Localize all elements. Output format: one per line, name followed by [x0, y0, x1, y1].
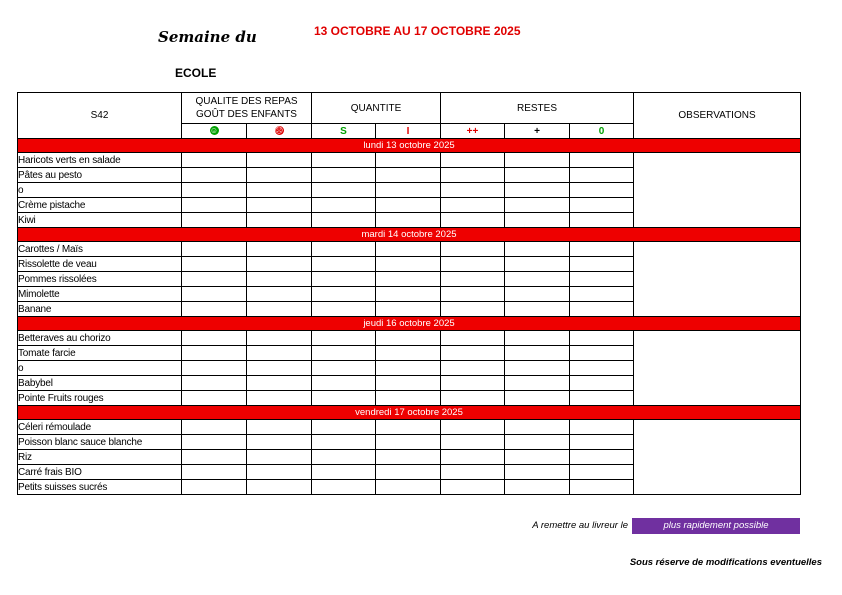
rating-cell[interactable] — [505, 183, 570, 198]
rating-cell[interactable] — [182, 168, 247, 183]
rating-cell[interactable] — [376, 287, 441, 302]
table-row — [18, 153, 801, 168]
rating-cell[interactable] — [247, 287, 312, 302]
rating-cell[interactable] — [312, 257, 376, 272]
rating-cell[interactable] — [182, 435, 247, 450]
dish-name: Petits suisses sucrés — [18, 480, 182, 495]
rating-cell[interactable] — [182, 391, 247, 406]
smiley-good-icon: ☺ — [209, 126, 219, 136]
dish-name: Mimolette — [18, 287, 182, 302]
table-row — [18, 420, 801, 435]
dish-name: Riz — [18, 450, 182, 465]
rating-cell[interactable] — [376, 376, 441, 391]
rating-cell[interactable] — [376, 153, 441, 168]
rating-cell[interactable] — [182, 376, 247, 391]
rating-cell[interactable] — [570, 435, 634, 450]
rating-cell[interactable] — [182, 272, 247, 287]
rating-cell[interactable] — [182, 213, 247, 228]
quantity-i: I — [376, 124, 441, 139]
dish-name: Crème pistache — [18, 198, 182, 213]
rating-cell[interactable] — [312, 287, 376, 302]
rating-cell[interactable] — [441, 480, 505, 495]
dish-name: Rissolette de veau — [18, 257, 182, 272]
rating-cell[interactable] — [182, 257, 247, 272]
rating-cell[interactable] — [247, 242, 312, 257]
rating-cell[interactable] — [312, 198, 376, 213]
rating-cell[interactable] — [570, 346, 634, 361]
rating-cell[interactable] — [312, 346, 376, 361]
rating-cell[interactable] — [182, 302, 247, 317]
quality-good-cell — [182, 124, 247, 139]
rating-cell[interactable] — [376, 257, 441, 272]
rating-cell[interactable] — [441, 361, 505, 376]
rating-cell[interactable] — [312, 272, 376, 287]
rating-cell[interactable] — [376, 213, 441, 228]
day-header-row — [18, 228, 801, 242]
rating-cell[interactable] — [312, 153, 376, 168]
quantity-header: QUANTITE — [312, 93, 441, 124]
rating-cell[interactable] — [441, 153, 505, 168]
dish-name: Betteraves au chorizo — [18, 331, 182, 346]
rating-cell[interactable] — [182, 450, 247, 465]
rating-cell[interactable] — [441, 465, 505, 480]
rating-cell[interactable] — [247, 302, 312, 317]
rating-cell[interactable] — [570, 391, 634, 406]
date-range: 13 OCTOBRE AU 17 OCTOBRE 2025 — [314, 24, 521, 38]
rating-cell[interactable] — [441, 183, 505, 198]
rating-cell[interactable] — [505, 287, 570, 302]
rating-cell[interactable] — [247, 465, 312, 480]
dish-name: Haricots verts en salade — [18, 153, 182, 168]
rating-cell[interactable] — [182, 198, 247, 213]
rating-cell[interactable] — [376, 361, 441, 376]
disclaimer-note: Sous réserve de modifications eventuelles — [629, 557, 822, 568]
rating-cell[interactable] — [312, 302, 376, 317]
week-code: S42 — [18, 93, 182, 139]
observations-header: OBSERVATIONS — [634, 93, 801, 139]
rating-cell[interactable] — [505, 213, 570, 228]
rating-cell[interactable] — [505, 272, 570, 287]
rating-cell[interactable] — [376, 242, 441, 257]
week-title-label: Semaine du — [158, 28, 257, 46]
rating-cell[interactable] — [376, 346, 441, 361]
rating-cell[interactable] — [570, 272, 634, 287]
rating-cell[interactable] — [441, 257, 505, 272]
rating-cell[interactable] — [376, 168, 441, 183]
table-row — [18, 242, 801, 257]
dish-name: o — [18, 183, 182, 198]
rating-cell[interactable] — [505, 391, 570, 406]
rating-cell[interactable] — [247, 183, 312, 198]
rating-cell[interactable] — [441, 450, 505, 465]
day-header-row — [18, 139, 801, 153]
rating-cell[interactable] — [376, 272, 441, 287]
rating-cell[interactable] — [312, 420, 376, 435]
rating-cell[interactable] — [570, 420, 634, 435]
rating-cell[interactable] — [182, 465, 247, 480]
rating-cell[interactable] — [570, 331, 634, 346]
dish-name: Carottes / Maïs — [18, 242, 182, 257]
rating-cell[interactable] — [505, 435, 570, 450]
table-row — [18, 331, 801, 346]
rating-cell[interactable] — [570, 465, 634, 480]
rating-cell[interactable] — [312, 450, 376, 465]
rating-cell[interactable] — [505, 198, 570, 213]
rating-cell[interactable] — [505, 331, 570, 346]
dish-name: Pointe Fruits rouges — [18, 391, 182, 406]
dish-name: Tomate farcie — [18, 346, 182, 361]
dish-name: Céleri rémoulade — [18, 420, 182, 435]
rest-plus: + — [505, 124, 570, 139]
rating-cell[interactable] — [182, 183, 247, 198]
rating-cell[interactable] — [376, 331, 441, 346]
rating-cell[interactable] — [376, 435, 441, 450]
rating-cell[interactable] — [441, 242, 505, 257]
rating-cell[interactable] — [312, 465, 376, 480]
rating-cell[interactable] — [376, 183, 441, 198]
rating-cell[interactable] — [182, 242, 247, 257]
rating-cell[interactable] — [570, 168, 634, 183]
rating-cell[interactable] — [182, 287, 247, 302]
rating-cell[interactable] — [182, 420, 247, 435]
rating-cell[interactable] — [312, 168, 376, 183]
dish-name: Carré frais BIO — [18, 465, 182, 480]
rating-cell[interactable] — [182, 480, 247, 495]
rating-cell[interactable] — [570, 480, 634, 495]
rating-cell[interactable] — [312, 480, 376, 495]
rating-cell[interactable] — [505, 480, 570, 495]
smiley-bad-icon: ☹ — [274, 126, 284, 136]
rating-cell[interactable] — [505, 302, 570, 317]
rating-cell[interactable] — [570, 198, 634, 213]
rating-cell[interactable] — [570, 287, 634, 302]
quality-bad-cell — [247, 124, 312, 139]
rating-cell[interactable] — [505, 361, 570, 376]
school-label: ECOLE — [175, 66, 217, 80]
rating-cell[interactable] — [570, 376, 634, 391]
day-header-row — [18, 406, 801, 420]
rating-cell[interactable] — [247, 153, 312, 168]
rating-cell[interactable] — [441, 346, 505, 361]
rating-cell[interactable] — [247, 257, 312, 272]
menu-evaluation-table — [17, 92, 801, 495]
rating-cell[interactable] — [441, 391, 505, 406]
rating-cell[interactable] — [441, 420, 505, 435]
rating-cell[interactable] — [312, 376, 376, 391]
dish-name: Banane — [18, 302, 182, 317]
quantity-s: S — [312, 124, 376, 139]
rating-cell[interactable] — [570, 450, 634, 465]
rating-cell[interactable] — [570, 213, 634, 228]
rating-cell[interactable] — [312, 391, 376, 406]
rating-cell[interactable] — [570, 242, 634, 257]
rating-cell[interactable] — [247, 168, 312, 183]
rest-zero: 0 — [570, 124, 634, 139]
rating-cell[interactable] — [505, 153, 570, 168]
rating-cell[interactable] — [247, 376, 312, 391]
rest-plus-plus: ++ — [441, 124, 505, 139]
rating-cell[interactable] — [441, 213, 505, 228]
rating-cell[interactable] — [376, 391, 441, 406]
observations-cell[interactable] — [634, 153, 801, 228]
rating-cell[interactable] — [247, 391, 312, 406]
rating-cell[interactable] — [312, 213, 376, 228]
rating-cell[interactable] — [247, 331, 312, 346]
rating-cell[interactable] — [376, 450, 441, 465]
observations-cell[interactable] — [634, 420, 801, 495]
rating-cell[interactable] — [182, 153, 247, 168]
dish-name: Pâtes au pesto — [18, 168, 182, 183]
rating-cell[interactable] — [505, 376, 570, 391]
rating-cell[interactable] — [505, 420, 570, 435]
rating-cell[interactable] — [247, 198, 312, 213]
rating-cell[interactable] — [247, 346, 312, 361]
dish-name: Pommes rissolées — [18, 272, 182, 287]
dish-name: o — [18, 361, 182, 376]
rating-cell[interactable] — [247, 450, 312, 465]
rating-cell[interactable] — [441, 287, 505, 302]
dish-name: Kiwi — [18, 213, 182, 228]
rating-cell[interactable] — [376, 198, 441, 213]
rating-cell[interactable] — [247, 480, 312, 495]
rating-cell[interactable] — [247, 420, 312, 435]
rating-cell[interactable] — [441, 168, 505, 183]
day-label: lundi 13 octobre 2025 — [18, 139, 801, 153]
rating-cell[interactable] — [570, 183, 634, 198]
rating-cell[interactable] — [505, 465, 570, 480]
rating-cell[interactable] — [312, 331, 376, 346]
rating-cell[interactable] — [441, 435, 505, 450]
rating-cell[interactable] — [505, 257, 570, 272]
observations-cell[interactable] — [634, 331, 801, 406]
rating-cell[interactable] — [312, 361, 376, 376]
day-label: mardi 14 octobre 2025 — [18, 228, 801, 242]
rating-cell[interactable] — [570, 361, 634, 376]
rating-cell[interactable] — [441, 376, 505, 391]
rating-cell[interactable] — [570, 302, 634, 317]
rating-cell[interactable] — [376, 465, 441, 480]
rating-cell[interactable] — [441, 331, 505, 346]
quality-header: QUALITE DES REPAS GOÛT DES ENFANTS — [182, 93, 312, 124]
rating-cell[interactable] — [312, 242, 376, 257]
rating-cell[interactable] — [376, 420, 441, 435]
day-label: jeudi 16 octobre 2025 — [18, 317, 801, 331]
rating-cell[interactable] — [182, 346, 247, 361]
rating-cell[interactable] — [441, 198, 505, 213]
rating-cell[interactable] — [505, 242, 570, 257]
rest-header: RESTES — [441, 93, 634, 124]
rating-cell[interactable] — [441, 272, 505, 287]
rating-cell[interactable] — [182, 361, 247, 376]
rating-cell[interactable] — [441, 302, 505, 317]
rating-cell[interactable] — [247, 213, 312, 228]
rating-cell[interactable] — [312, 183, 376, 198]
deliver-date-field[interactable]: plus rapidement possible — [632, 518, 800, 534]
rating-cell[interactable] — [376, 480, 441, 495]
day-label: vendredi 17 octobre 2025 — [18, 406, 801, 420]
day-header-row — [18, 317, 801, 331]
rating-cell[interactable] — [505, 450, 570, 465]
rating-cell[interactable] — [247, 435, 312, 450]
rating-cell[interactable] — [570, 153, 634, 168]
rating-cell[interactable] — [505, 168, 570, 183]
rating-cell[interactable] — [247, 361, 312, 376]
dish-name: Poisson blanc sauce blanche — [18, 435, 182, 450]
rating-cell[interactable] — [247, 272, 312, 287]
rating-cell[interactable] — [505, 346, 570, 361]
deliver-label: A remettre au livreur le — [532, 520, 628, 531]
dish-name: Babybel — [18, 376, 182, 391]
rating-cell[interactable] — [312, 435, 376, 450]
rating-cell[interactable] — [570, 257, 634, 272]
rating-cell[interactable] — [182, 331, 247, 346]
observations-cell[interactable] — [634, 242, 801, 317]
rating-cell[interactable] — [376, 302, 441, 317]
